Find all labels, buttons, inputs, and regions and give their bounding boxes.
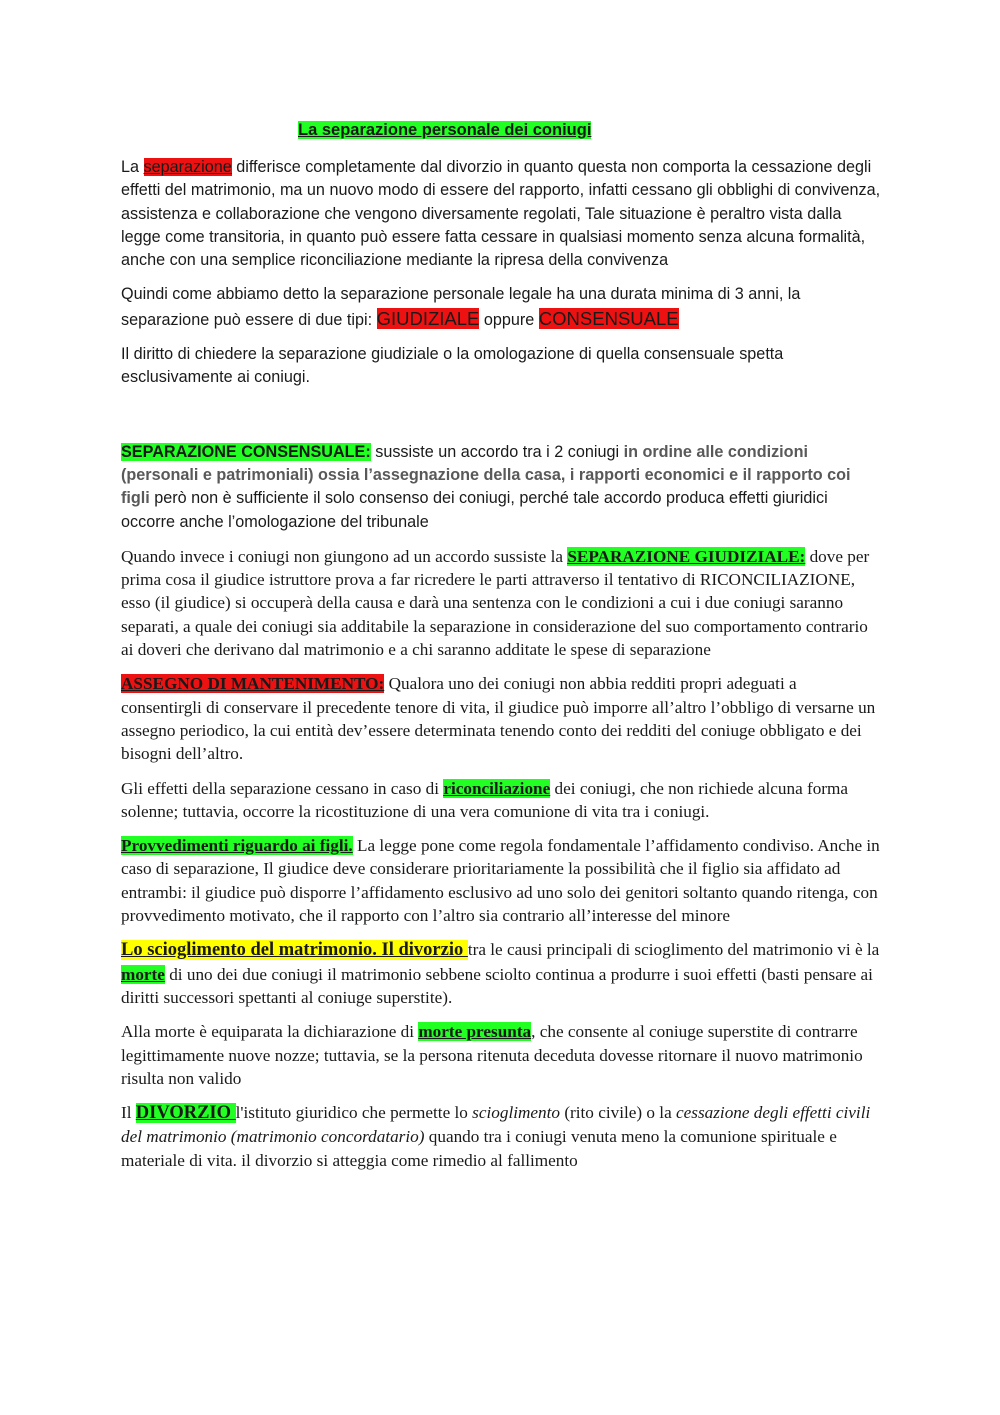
heading-provvedimenti-figli: Provvedimenti riguardo ai figli. — [121, 836, 353, 856]
paragraph-provvedimenti-figli: Provvedimenti riguardo ai figli. La legge pone come regola fondamentale l’affidamento condiviso. Anche in caso di separazione, Il giudice deve considerare prioritariamente la possibilità che il figlio sia affidato ad entrambi: il giudice può disporre l’affidamento esclusivo ad uno solo dei genitori soltanto quando ritenga, con provvedimento motivato, che il rapporto con l’altro sia contrario all’interesse del minore — [121, 836, 880, 926]
paragraph-tipi-separazione: Quindi come abbiamo detto la separazione personale legale ha una durata minima di 3 anni, la separazione può essere di due tipi: GIUDIZIALE oppure CONSENSUALE — [121, 285, 801, 329]
highlight-riconciliazione: riconciliazione — [443, 778, 551, 798]
highlight-giudiziale: GIUDIZIALE — [376, 307, 480, 329]
heading-separazione-giudiziale: SEPARAZIONE GIUDIZIALE: — [567, 546, 806, 566]
spacer — [121, 401, 881, 441]
paragraph-assegno-mantenimento: ASSEGNO DI MANTENIMENTO: Qualora uno dei coniugi non abbia redditi propri adeguati a consentirgli di conservare il precedente tenore di vita, il giudice può imporre all’altro l’obbligo di versarne un assegno periodico, la cui entità dev’essere determinata tenendo conto dei redditi del coniuge obbligato e dei bisogni dell’altro. — [121, 674, 876, 764]
heading-assegno-mantenimento: ASSEGNO DI MANTENIMENTO: — [121, 674, 385, 694]
paragraph-morte-presunta: Alla morte è equiparata la dichiarazione di morte presunta, che consente al coniuge superstite di contrarre legittimamente nuove nozze; tuttavia, se la persona ritenuta deceduta dovesse ritornare il nuovo matrimonio risulta non valido — [121, 1022, 863, 1088]
paragraph-scioglimento: Lo scioglimento del matrimonio. Il divorzio tra le causi principali di scioglimento del matrimonio vi è la morte di uno dei due coniugi il matrimonio sebbene sciolto continua a produrre i suoi effetti (basti pensare ai diritti successori spettanti al coniuge superstite). — [121, 940, 880, 1007]
paragraph-diritto: Il diritto di chiedere la separazione giudiziale o la omologazione di quella consensuale spetta esclusivamente ai coniugi. — [121, 345, 784, 387]
document-body — [121, 118, 881, 1183]
paragraph-separazione-consensuale: SEPARAZIONE CONSENSUALE: sussiste un accordo tra i 2 coniugi in ordine alle condizioni (personali e patrimoniali) ossia l’assegnazione della casa, i rapporti economici e il rapporto coi figli però non è sufficiente il solo consenso dei coniugi, perché tale accordo produca effetti giuridici occorre anche l’omologazione del tribunale — [121, 442, 851, 531]
heading-separazione-consensuale: SEPARAZIONE CONSENSUALE: — [121, 442, 371, 461]
highlight-separazione: separazione — [143, 158, 232, 176]
paragraph-separazione: La separazione differisce completamente dal divorzio in quanto questa non comporta la cessazione degli effetti del matrimonio, ma un nuovo modo di essere del rapporto, infatti cessano gli obblighi di convivenza, assistenza e collaborazione che vengono diversamente regolati, Tale situazione è peraltro vista dalla legge come transitoria, in quanto può essere fatta cessare in qualsiasi momento senza alcuna formalità, anche con una semplice riconciliazione mediante la ripresa della convivenza — [121, 158, 881, 270]
heading-scioglimento-divorzio: Lo scioglimento del matrimonio. Il divorzio — [121, 940, 468, 961]
highlight-consensuale: CONSENSUALE — [538, 307, 679, 329]
paragraph-riconciliazione: Gli effetti della separazione cessano in caso di riconciliazione dei coniugi, che non richiede alcuna forma solenne; tuttavia, occorre la ricostituzione di una vera comunione di vita tra i coniugi. — [121, 778, 849, 821]
heading-divorzio: DIVORZIO — [135, 1103, 236, 1124]
paragraph-divorzio: Il DIVORZIO l'istituto giuridico che permette lo scioglimento (rito civile) o la cessazione degli effetti civili del matrimonio (matrimonio concordatario) quando tra i coniugi venuta meno la comunione spirituale e materiale di vita. il divorzio si atteggia come rimedio al fallimento — [121, 1103, 871, 1170]
paragraph-separazione-giudiziale: Quando invece i coniugi non giungono ad un accordo sussiste la SEPARAZIONE GIUDIZIALE: dove per prima cosa il giudice istruttore prova a far ricredere le parti attraverso il tentativo di RICONCILIAZIONE, esso (il giudice) si occuperà della causa e darà una sentenza con le condizioni a cui i due coniugi saranno separati, a quale dei coniugi sia additabile la separazione in considerazione del suo comportamento contrario ai doveri che derivano dal matrimonio e a chi saranno additate le spese di separazione — [121, 546, 870, 660]
page-title: La separazione personale dei coniugi — [298, 121, 592, 139]
highlight-morte-presunta: morte presunta — [418, 1022, 532, 1042]
highlight-morte: morte — [121, 964, 165, 984]
